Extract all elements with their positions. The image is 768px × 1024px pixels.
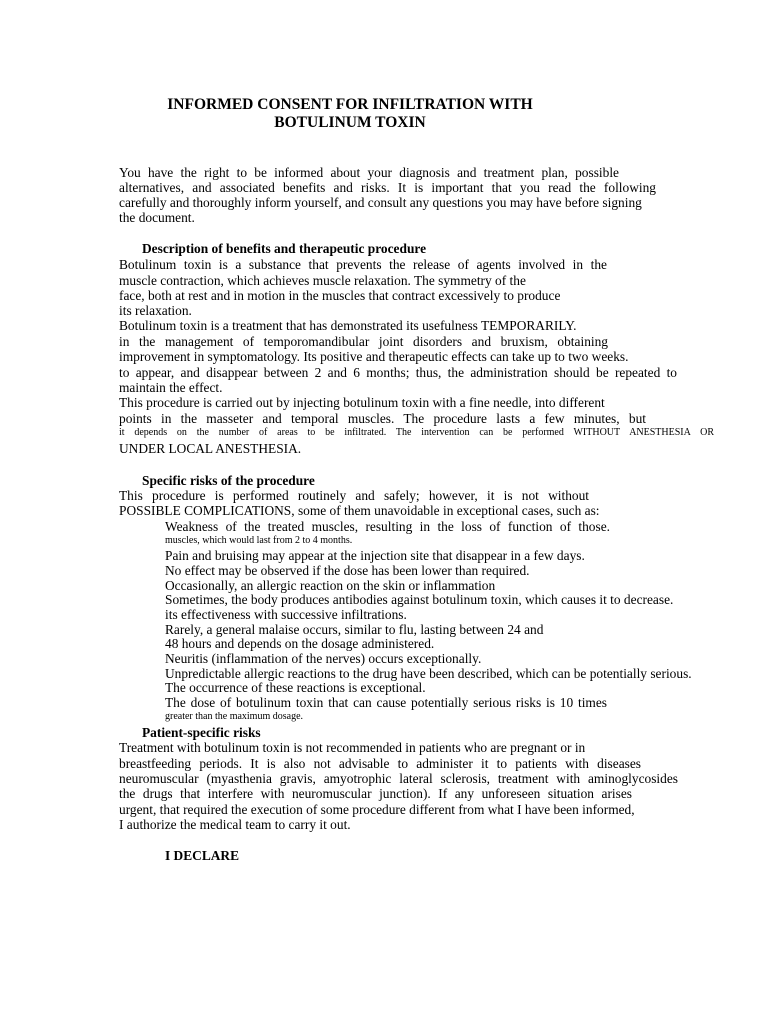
risk-item: Neuritis (inflammation of the nerves) occurs exceptionally. bbox=[165, 651, 482, 666]
benefits-line: improvement in symptomatology. Its positive and therapeutic effects can take up to two weeks. bbox=[119, 349, 629, 364]
risk-item: Rarely, a general malaise occurs, similar to flu, lasting between 24 and bbox=[165, 622, 544, 637]
risk-item: 48 hours and depends on the dosage administered. bbox=[165, 636, 435, 651]
benefits-line: its relaxation. bbox=[119, 303, 192, 318]
risk-item: its effectiveness with successive infiltrations. bbox=[165, 607, 407, 622]
patient-heading: Patient-specific risks bbox=[142, 725, 261, 740]
patient-line: Treatment with botulinum toxin is not recommended in patients who are pregnant or in bbox=[119, 740, 586, 755]
risk-item: The dose of botulinum toxin that can cause potentially serious risks is 10 times bbox=[165, 695, 607, 710]
document-title bbox=[0, 96, 700, 132]
benefits-line: muscle contraction, which achieves muscle relaxation. The symmetry of the bbox=[119, 273, 526, 288]
risk-item: Pain and bruising may appear at the injection site that disappear in a few days. bbox=[165, 548, 585, 563]
benefits-line: to appear, and disappear between 2 and 6 months; thus, the administration should be repeated to bbox=[119, 365, 677, 380]
risk-item: The occurrence of these reactions is exceptional. bbox=[165, 680, 426, 695]
patient-line: neuromuscular (myasthenia gravis, amyotrophic lateral sclerosis, treatment with aminoglycosides bbox=[119, 771, 678, 786]
benefits-line: UNDER LOCAL ANESTHESIA. bbox=[119, 441, 302, 456]
benefits-line: face, both at rest and in motion in the muscles that contract excessively to produce bbox=[119, 288, 561, 303]
risk-item: muscles, which would last from 2 to 4 months. bbox=[165, 535, 353, 546]
patient-line: I authorize the medical team to carry it out. bbox=[119, 817, 351, 832]
risk-item: Unpredictable allergic reactions to the drug have been described, which can be potentially serious. bbox=[165, 666, 692, 681]
benefits-line: in the management of temporomandibular joint disorders and bruxism, obtaining bbox=[119, 334, 608, 349]
patient-line: urgent, that required the execution of some procedure different from what I have been informed, bbox=[119, 802, 635, 817]
risks-heading: Specific risks of the procedure bbox=[142, 473, 315, 488]
declare-heading: I DECLARE bbox=[165, 848, 240, 863]
risks-intro-line: POSSIBLE COMPLICATIONS, some of them unavoidable in exceptional cases, such as: bbox=[119, 503, 600, 518]
benefits-line: Botulinum toxin is a treatment that has demonstrated its usefulness TEMPORARILY. bbox=[119, 318, 577, 333]
patient-line: breastfeeding periods. It is also not advisable to administer it to patients with diseases bbox=[119, 756, 641, 771]
benefits-line: maintain the effect. bbox=[119, 380, 223, 395]
intro-line: the document. bbox=[119, 210, 195, 225]
title-line-2: BOTULINUM TOXIN bbox=[274, 114, 426, 131]
risk-item: Weakness of the treated muscles, resulting in the loss of function of those. bbox=[165, 519, 610, 534]
benefits-line: Botulinum toxin is a substance that prevents the release of agents involved in the bbox=[119, 257, 607, 272]
intro-line: You have the right to be informed about your diagnosis and treatment plan, possible bbox=[119, 165, 619, 180]
risk-item: greater than the maximum dosage. bbox=[165, 711, 304, 722]
risks-intro-line: This procedure is performed routinely and safely; however, it is not without bbox=[119, 488, 589, 503]
patient-line: the drugs that interfere with neuromuscular junction). If any unforeseen situation arises bbox=[119, 786, 632, 801]
benefits-line: This procedure is carried out by injecting botulinum toxin with a fine needle, into different bbox=[119, 395, 605, 410]
benefits-heading: Description of benefits and therapeutic procedure bbox=[142, 241, 427, 256]
intro-line: carefully and thoroughly inform yourself, and consult any questions you may have before signing bbox=[119, 195, 642, 210]
risk-item: Sometimes, the body produces antibodies against botulinum toxin, which causes it to decrease. bbox=[165, 592, 674, 607]
risk-item: Occasionally, an allergic reaction on the skin or inflammation bbox=[165, 578, 496, 593]
title-line-1: INFORMED CONSENT FOR INFILTRATION WITH bbox=[167, 96, 533, 113]
risk-item: No effect may be observed if the dose has been lower than required. bbox=[165, 563, 530, 578]
benefits-line: it depends on the number of areas to be infiltrated. The intervention can be performed WITHOUT ANESTHESIA OR bbox=[119, 427, 714, 438]
intro-line: alternatives, and associated benefits and risks. It is important that you read the following bbox=[119, 180, 656, 195]
benefits-line: points in the masseter and temporal muscles. The procedure lasts a few minutes, but bbox=[119, 411, 646, 426]
